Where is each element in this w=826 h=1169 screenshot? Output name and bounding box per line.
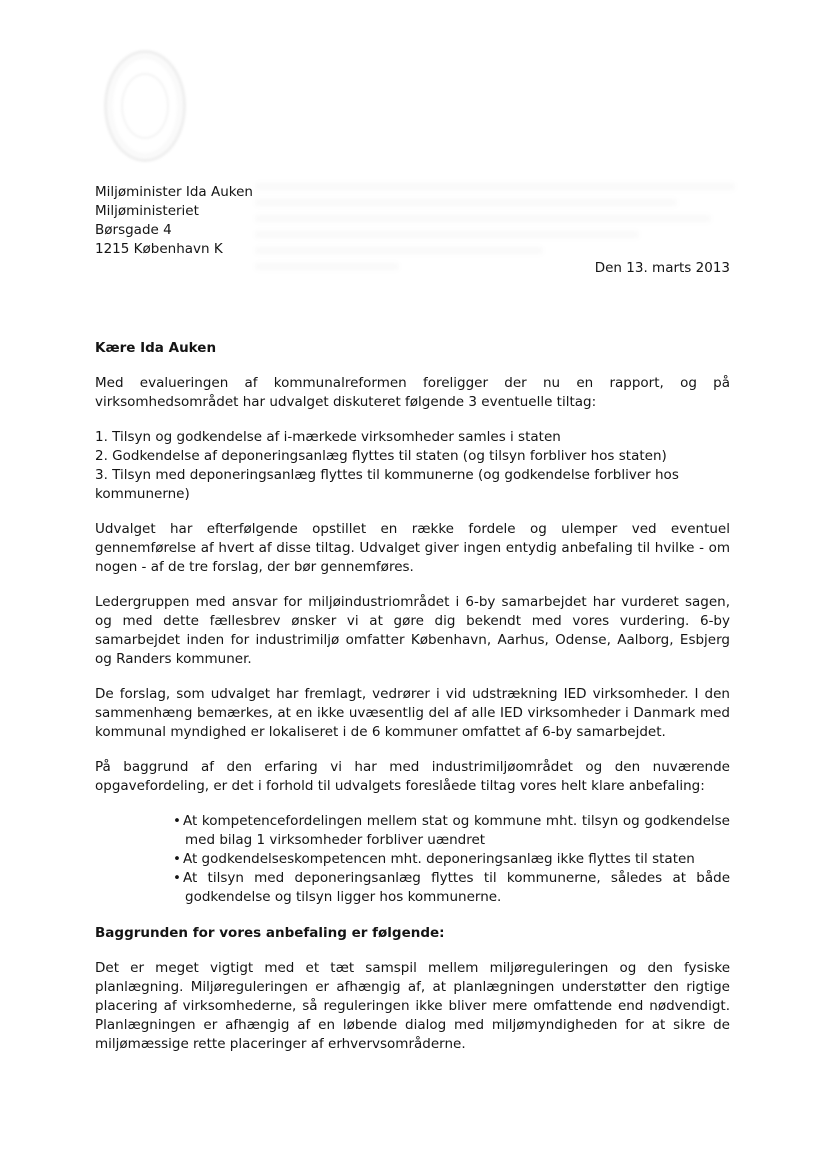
recommendation-item: • At kompetencefordelingen mellem stat og kommune mht. tilsyn og godkendelse med bilag 1 virksomheder forbliver uændret bbox=[165, 812, 730, 850]
paragraph-ied: De forslag, som udvalget har fremlagt, vedrører i vid udstrækning IED virksomheder. I den sammenhæng bemærkes, at en ikke uvæsentlig del af alle IED virksomheder i Danmark med kommunal myndighed er lokaliseret i de 6 kommuner omfattet af 6-by samarbejdet. bbox=[95, 686, 730, 740]
section-heading: Baggrunden for vores anbefaling er følgende: bbox=[95, 925, 445, 941]
stamp-watermark-icon bbox=[104, 50, 186, 162]
recommendation-list bbox=[165, 812, 730, 907]
proposal-item: 1. Tilsyn og godkendelse af i-mærkede virksomheder samles i staten bbox=[95, 429, 561, 445]
recipient-line: Børsgade 4 bbox=[95, 222, 172, 238]
paragraph-pros-cons: Udvalget har efterfølgende opstillet en række fordele og ulemper ved eventuel gennemførelse af hvert af disse tiltag. Udvalget giver ingen entydig anbefaling til hvilke - om nogen - af de tre forslag, der bør gennemføres. bbox=[95, 521, 730, 575]
recipient-line: Miljøminister Ida Auken bbox=[95, 184, 253, 200]
letter-date: Den 13. marts 2013 bbox=[594, 260, 730, 276]
paragraph-6by-group: Ledergruppen med ansvar for miljøindustriområdet i 6-by samarbejdet har vurderet sagen, og med dette fællesbrev ønsker vi at gøre dig bekendt med vores vurdering. 6-by samarbejdet inden for industrimiljø omfatter København, Aarhus, Odense, Aalborg, Esbjerg og Randers kommuner. bbox=[95, 594, 730, 667]
paragraph-recommendation-intro: På baggrund af den erfaring vi har med industrimiljøområdet og den nuværende opgavefordeling, er det i forhold til udvalgets foreslåede tiltag vores helt klare anbefaling: bbox=[95, 759, 730, 794]
recipient-address bbox=[95, 183, 730, 259]
proposal-item: 3. Tilsyn med deponeringsanlæg flyttes til kommunerne (og godkendelse forbliver hos kommunerne) bbox=[95, 467, 679, 502]
proposal-list bbox=[95, 428, 730, 504]
recipient-line: Miljøministeriet bbox=[95, 203, 199, 219]
proposal-item: 2. Godkendelse af deponeringsanlæg flyttes til staten (og tilsyn forbliver hos staten) bbox=[95, 448, 667, 464]
recipient-line: 1215 København K bbox=[95, 241, 223, 257]
recommendation-item: • At tilsyn med deponeringsanlæg flyttes til kommunerne, således at både godkendelse og tilsyn ligger hos kommunerne. bbox=[165, 869, 730, 907]
salutation: Kære Ida Auken bbox=[95, 340, 217, 356]
paragraph-intro: Med evalueringen af kommunalreformen foreligger der nu en rapport, og på virksomhedsområdet har udvalget diskuteret følgende 3 eventuelle tiltag: bbox=[95, 375, 730, 410]
recommendation-item: • At godkendelseskompetencen mht. deponeringsanlæg ikke flyttes til staten bbox=[165, 850, 730, 869]
paragraph-background: Det er meget vigtigt med et tæt samspil mellem miljøreguleringen og den fysiske planlægning. Miljøreguleringen er afhængig af, at planlægningen understøtter den rigtige placering af virksomhederne, så reguleringen ikke bliver mere omfattende end nødvendigt. Planlægningen er afhængig af en løbende dialog med miljømyndigheden for at sikre de miljømæssige rette placeringer af erhvervsområderne. bbox=[95, 960, 730, 1052]
